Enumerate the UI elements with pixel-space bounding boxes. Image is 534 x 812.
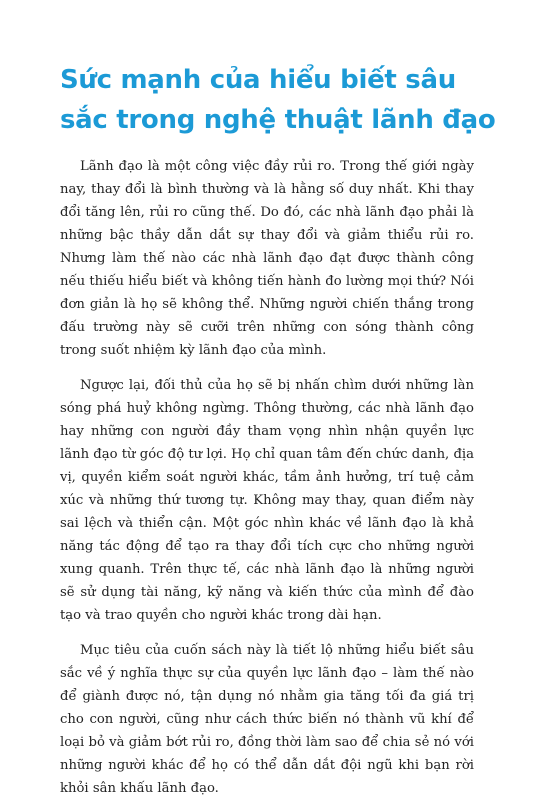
body-text	[60, 155, 474, 812]
paragraph-3: Mục tiêu của cuốn sách này là tiết lộ những hiểu biết sâu sắc về ý nghĩa thực sự của quyền lực lãnh đạo – làm thế nào để giành được nó, tận dụng nó nhằm gia tăng tối đa giá trị cho con người, cũng như cách thức biến nó thành vũ khí để loại bỏ và giảm bớt rủi ro, đồng thời làm sao để chia sẻ nó với những người khác để họ có thể dẫn dắt đội ngũ khi bạn rời khỏi sân khấu lãnh đạo.	[60, 643, 474, 796]
page-title: Sức mạnh của hiểu biết sâu sắc trong nghệ thuật lãnh đạo	[60, 65, 496, 135]
paragraph-1: Lãnh đạo là một công việc đầy rủi ro. Trong thế giới ngày nay, thay đổi là bình thường và là hằng số duy nhất. Khi thay đổi tăng lên, rủi ro cũng thế. Do đó, các nhà lãnh đạo phải là những bậc thầy dẫn dắt sự thay đổi và giảm thiểu rủi ro. Nhưng làm thế nào các nhà lãnh đạo đạt được thành công nếu thiếu hiểu biết và không tiến hành đo lường mọi thứ? Nói đơn giản là họ sẽ không thể. Những người chiến thắng trong đấu trường này sẽ cưỡi trên những con sóng thành công trong suốt nhiệm kỳ lãnh đạo của mình.	[60, 159, 474, 358]
paragraph-2: Ngược lại, đối thủ của họ sẽ bị nhấn chìm dưới những làn sóng phá huỷ không ngừng. Thông thường, các nhà lãnh đạo hay những con người đầy tham vọng nhìn nhận quyền lực lãnh đạo từ góc độ tư lợi. Họ chỉ quan tâm đến chức danh, địa vị, quyền kiểm soát người khác, tầm ảnh hưởng, trí tuệ cảm xúc và những thứ tương tự. Không may thay, quan điểm này sai lệch và thiển cận. Một góc nhìn khác về lãnh đạo là khả năng tác động để tạo ra thay đổi tích cực cho những người xung quanh. Trên thực tế, các nhà lãnh đạo là những người sẽ sử dụng tài năng, kỹ năng và kiến thức của mình để đào tạo và trao quyền cho người khác trong dài hạn.	[60, 378, 474, 623]
